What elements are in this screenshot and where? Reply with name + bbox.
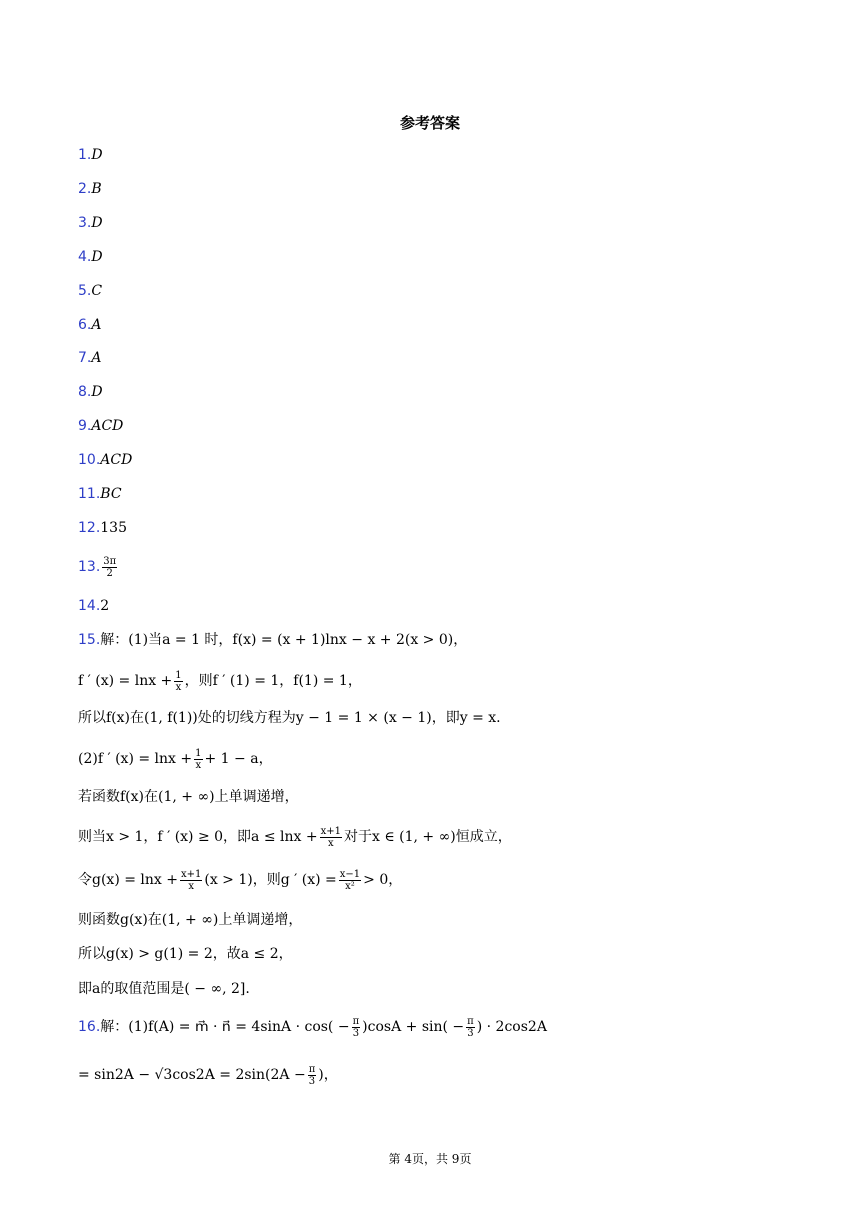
solution-line	[78, 1014, 547, 1040]
fraction	[466, 1016, 475, 1039]
fraction-numerator: 1	[195, 747, 202, 759]
fraction-denominator: x²	[345, 880, 355, 892]
answer-line	[78, 281, 102, 301]
solution-text: 即a的取值范围是( − ∞, 2].	[78, 981, 250, 997]
fraction-numerator: π	[467, 1015, 474, 1027]
fraction-denominator: 2	[106, 567, 113, 579]
answer-line	[78, 450, 132, 470]
question-number: 8.	[78, 384, 92, 400]
fraction-numerator: π	[308, 1063, 316, 1075]
solution-text: (2)f ′ (x) = lnx +	[78, 751, 193, 767]
answer-value: 2	[100, 598, 110, 614]
solution-line	[78, 979, 250, 999]
solution-text: 解：(1)当a = 1 时，f(x) = (x + 1)lnx − x + 2(x > 0)，	[100, 632, 468, 648]
fraction-denominator: x	[327, 837, 334, 849]
answer-value: D	[91, 215, 103, 231]
question-number: 15.	[78, 632, 101, 648]
answer-value: C	[91, 283, 103, 299]
question-number: 9.	[78, 418, 92, 434]
answer-line	[78, 554, 119, 580]
solution-text: 若函数f(x)在(1, + ∞)上单调递增，	[78, 789, 299, 805]
solution-line	[78, 944, 293, 964]
solution-text: )，	[318, 1067, 338, 1083]
solution-line	[78, 867, 402, 893]
question-number: 16.	[78, 1019, 101, 1035]
solution-text: 则当x > 1，f ′ (x) ≥ 0，即a ≤ lnx +	[78, 829, 318, 845]
answer-value: BC	[100, 486, 122, 502]
question-number: 6.	[78, 317, 92, 333]
question-number: 14.	[78, 598, 101, 614]
question-number: 2.	[78, 181, 92, 197]
solution-text: 解：(1)f(A) = m⃗ · n⃗ = 4sinA · cos( −	[100, 1019, 350, 1035]
solution-line	[78, 910, 302, 930]
solution-text: 对于x ∈ (1, + ∞)恒成立，	[344, 829, 512, 845]
answer-line	[78, 596, 109, 616]
fraction-denominator: 3	[308, 1075, 316, 1087]
answer-value: ACD	[100, 452, 133, 468]
solution-line	[78, 787, 299, 807]
solution-text: ) · 2cos2A	[476, 1019, 547, 1035]
solution-text: ，则f ′ (1) = 1，f(1) = 1，	[184, 673, 362, 689]
fraction-denominator: x	[188, 880, 194, 892]
answer-value: ACD	[91, 418, 124, 434]
answer-value: D	[91, 147, 103, 163]
answer-value: D	[91, 249, 103, 265]
fraction	[320, 826, 342, 849]
solution-text: + 1 − a，	[204, 751, 273, 767]
question-number: 12.	[78, 520, 101, 536]
solution-text: )cosA + sin( −	[362, 1019, 465, 1035]
fraction	[174, 670, 182, 693]
solution-text: > 0，	[363, 872, 403, 888]
fraction	[339, 869, 361, 892]
fraction-numerator: π	[352, 1015, 360, 1027]
answer-line	[78, 416, 123, 436]
fraction-numerator: x−1	[339, 868, 361, 880]
answer-line	[78, 213, 103, 233]
fraction-numerator: 1	[175, 669, 182, 681]
question-number: 5.	[78, 283, 92, 299]
solution-text: 所以g(x) > g(1) = 2，故a ≤ 2，	[78, 946, 293, 962]
fraction-numerator: x+1	[180, 868, 202, 880]
answer-value: A	[91, 350, 102, 366]
answer-fraction	[102, 556, 117, 579]
answer-value: D	[91, 384, 103, 400]
answer-line	[78, 247, 103, 267]
answer-line	[78, 145, 103, 165]
page-title: 参考答案	[399, 114, 460, 132]
question-number: 10.	[78, 452, 101, 468]
answer-line	[78, 518, 127, 538]
question-number: 11.	[78, 486, 101, 502]
fraction-denominator: x	[175, 681, 182, 693]
solution-line	[78, 824, 512, 850]
answer-line	[78, 484, 122, 504]
answer-line	[78, 348, 101, 368]
solution-line	[78, 746, 273, 772]
solution-line	[78, 708, 501, 728]
fraction-denominator: 3	[467, 1027, 474, 1039]
fraction	[352, 1016, 361, 1039]
question-number: 4.	[78, 249, 92, 265]
fraction-numerator: 3π	[103, 555, 117, 567]
answer-value: A	[91, 317, 102, 333]
solution-text: = sin2A − √3cos2A = 2sin(2A −	[78, 1067, 306, 1083]
solution-text: 则函数g(x)在(1, + ∞)上单调递增，	[78, 912, 303, 928]
question-number: 13.	[78, 559, 101, 575]
question-number: 7.	[78, 350, 92, 366]
solution-text: 令g(x) = lnx +	[78, 872, 178, 888]
fraction-numerator: x+1	[320, 825, 341, 837]
solution-line	[78, 630, 467, 650]
question-number: 1.	[78, 147, 92, 163]
fraction	[194, 748, 202, 771]
solution-line	[78, 668, 362, 694]
page-footer: 第 4页，共 9页	[388, 1152, 472, 1166]
answer-line	[78, 179, 102, 199]
fraction-denominator: x	[195, 759, 202, 771]
fraction	[180, 869, 202, 892]
question-number: 3.	[78, 215, 92, 231]
fraction	[308, 1064, 317, 1087]
answer-value: B	[91, 181, 102, 197]
answer-line	[78, 315, 101, 335]
solution-line	[78, 1062, 338, 1088]
solution-text: f ′ (x) = lnx +	[78, 673, 173, 689]
fraction-denominator: 3	[352, 1027, 360, 1039]
solution-text: 所以f(x)在(1, f(1))处的切线方程为y − 1 = 1 × (x − 1)，即y = x.	[78, 710, 501, 726]
answer-line	[78, 382, 103, 402]
answer-value: 135	[100, 520, 127, 536]
solution-text: (x > 1)，则g ′ (x) =	[204, 872, 337, 888]
